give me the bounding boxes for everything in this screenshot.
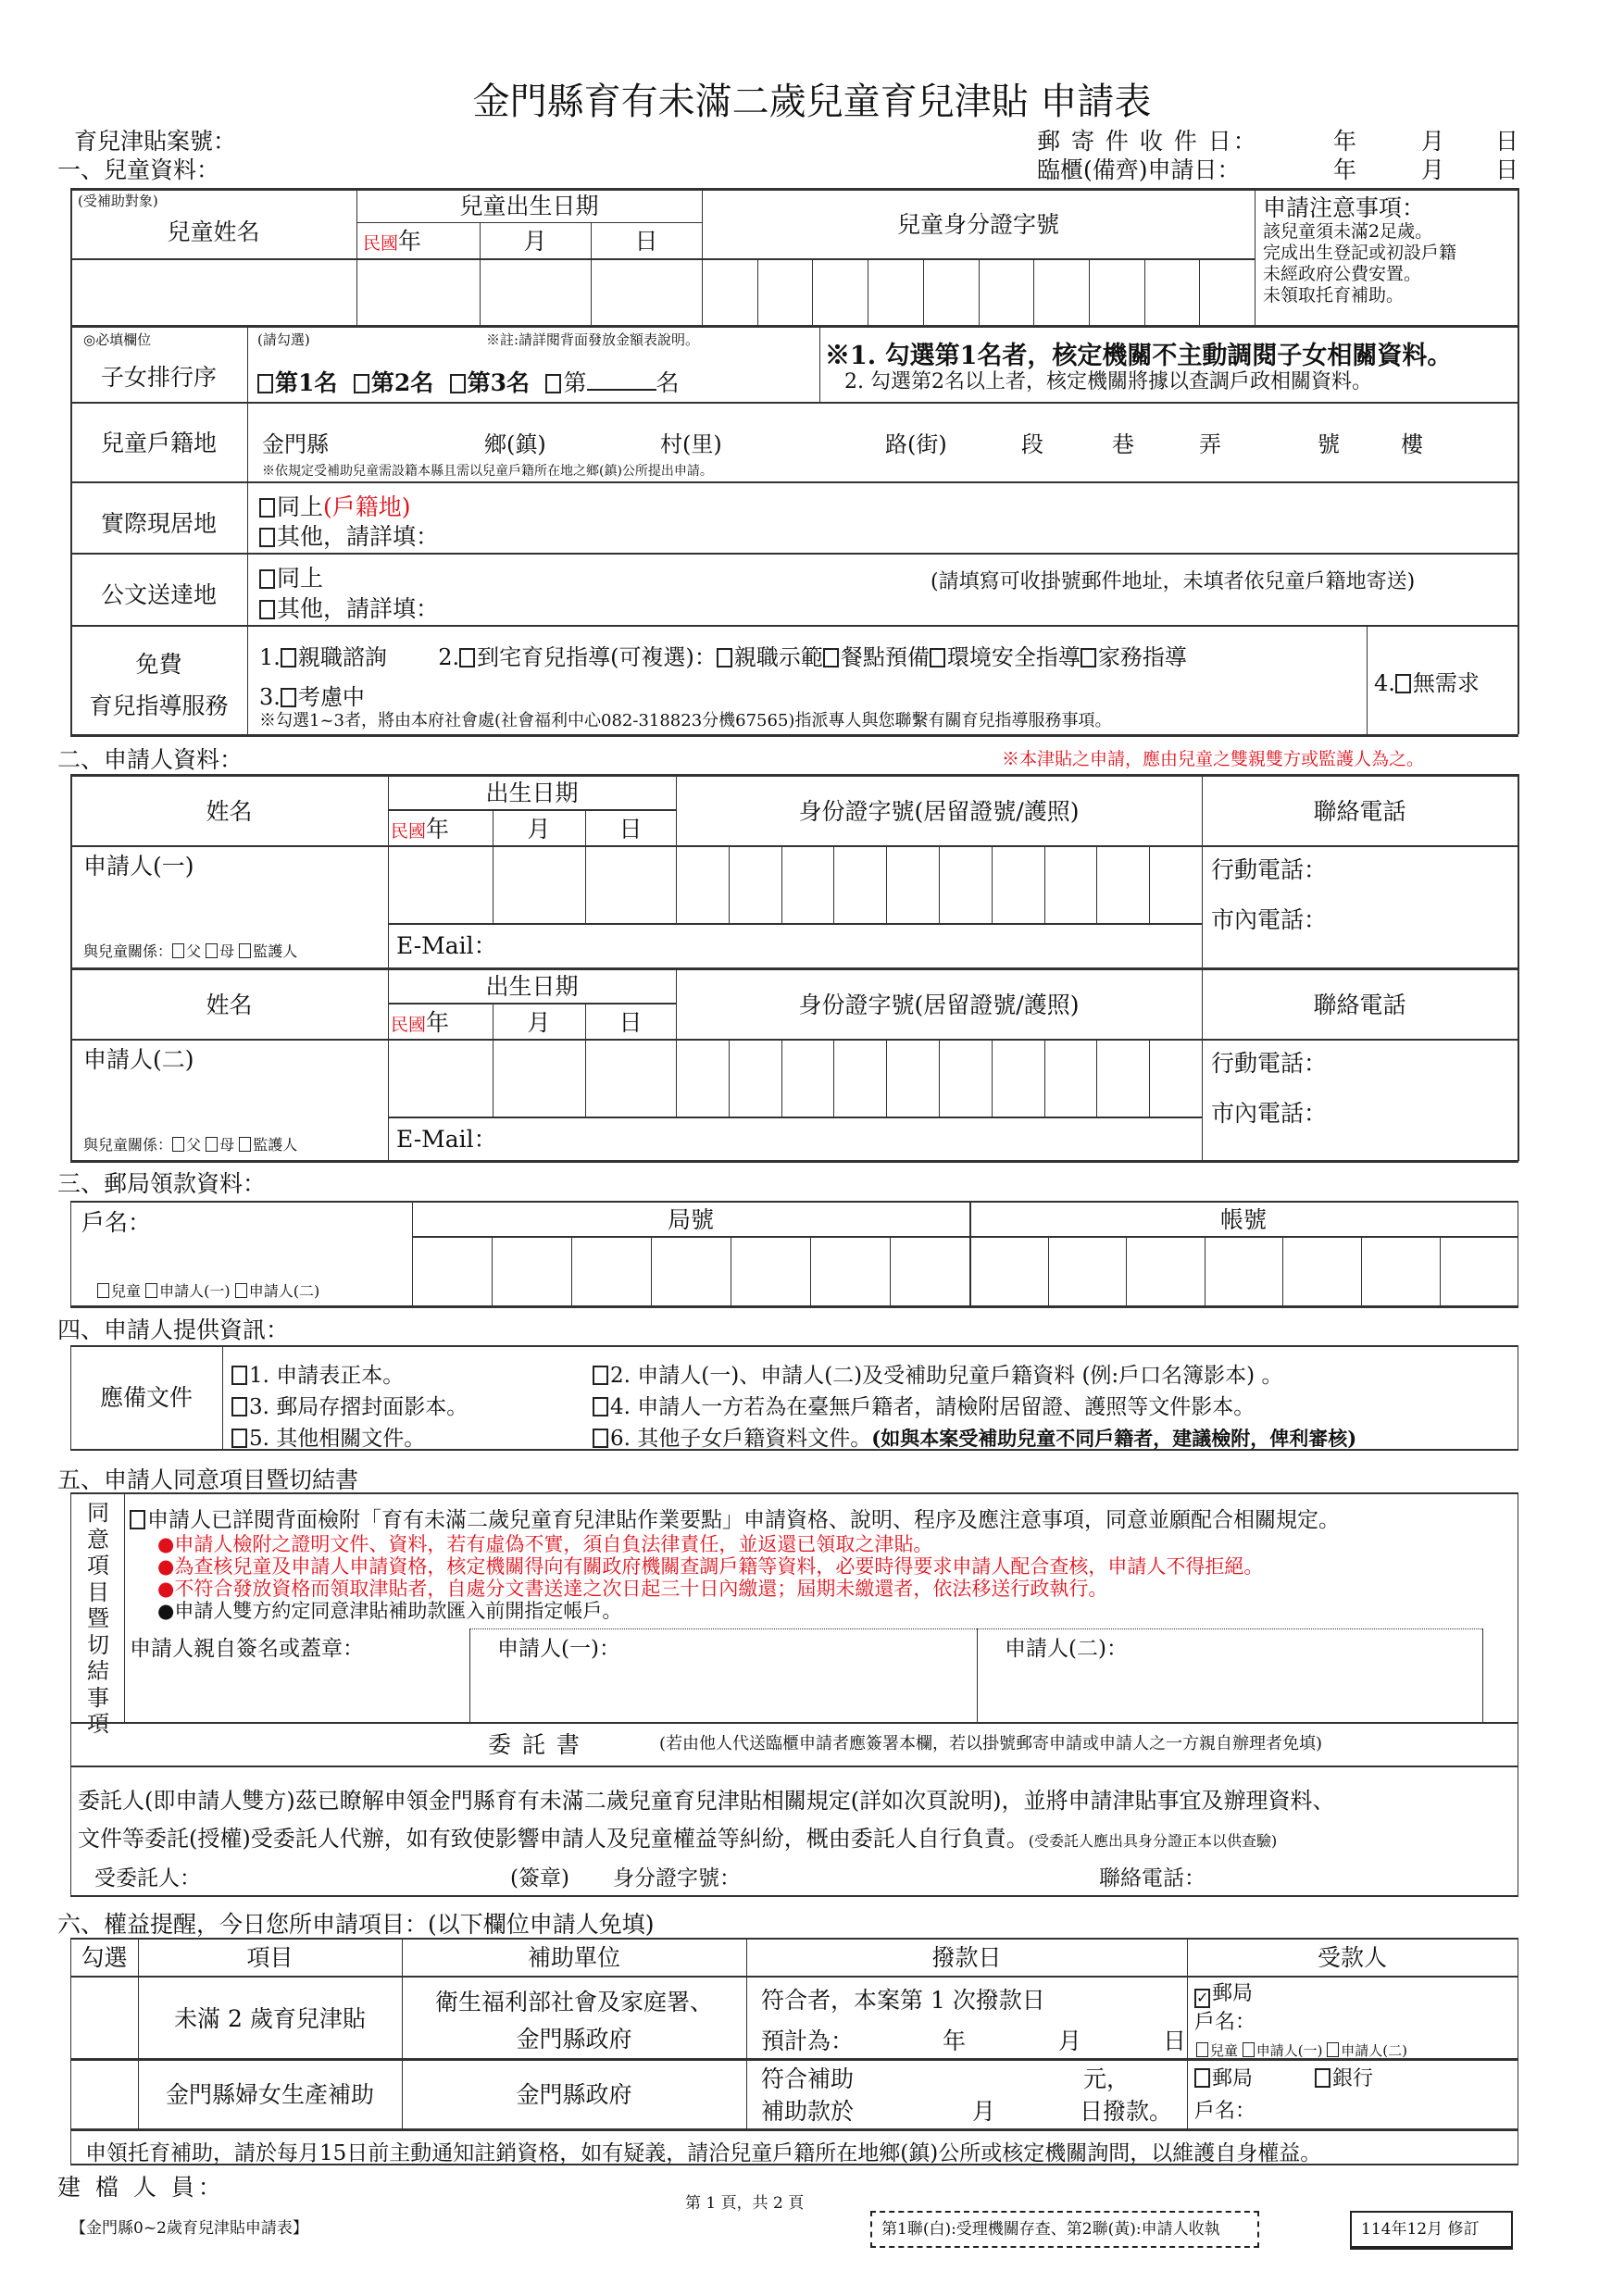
household-label: 兒童戶籍地 [100,430,217,456]
guidance-note: ※勾選1~3者，將由本府社會處(社會福利中心082-318823分機67565)指派專人與您聯繫有關育兒指導服務事項。 [259,711,1112,730]
branch-digit-input[interactable] [413,1238,491,1304]
guidance-sub-housework-checkbox[interactable]: 家務指導 [1081,644,1187,670]
account-digit-input[interactable] [970,1238,1046,1304]
amount-table-note: ※註:請詳閱背面發放金額表說明。 [486,331,700,348]
relation-options: 與兒童關係： 父 母 監護人 [83,942,298,960]
row1-payee-options [1196,2042,1407,2058]
please-check-note: (請勾選) [257,331,310,348]
applicant-id-digit-input[interactable] [677,847,727,921]
relation-guardian-checkbox[interactable]: 監護人 [239,1136,297,1154]
account-digit-input[interactable] [1283,1238,1359,1304]
order-second-checkbox[interactable]: 第2名 [354,369,433,396]
trustee-id-field[interactable]: 身分證字號： [613,1866,741,1890]
rights-header-item: 項目 [246,1944,294,1971]
guidance-sub-demo-checkbox[interactable]: 親職示範 [717,644,823,670]
section1-heading: 一、兒童資料： [57,156,220,183]
applicant-id-digit-input[interactable] [782,1041,832,1115]
proxy-title: 委 託 書 [488,1731,581,1758]
owner-applicant1-checkbox[interactable]: 申請人(一) [145,1282,231,1300]
applicant-email-field[interactable]: E-Mail： [396,1126,497,1153]
row1-unit-1: 衛生福利部社會及家庭署、 [434,1989,713,2015]
account-digit-input[interactable] [1049,1238,1125,1304]
applicant-dob-year-input[interactable] [390,1041,492,1115]
row1-pay-2: 預計為： [761,2028,855,2054]
copies-note-box [870,2211,1259,2248]
branch-digit-input[interactable] [572,1238,650,1304]
mail-date-label: 郵 寄 件 收 件 日： [1037,128,1258,155]
row1-unit-2: 金門縣政府 [516,2026,632,2053]
branch-digit-input[interactable] [891,1238,968,1304]
doc-item-3-checkbox[interactable]: 3. 郵局存摺封面影本。 [231,1390,468,1420]
doc-item-5-checkbox[interactable]: 5. 其他相關文件。 [231,1421,425,1452]
order-third-checkbox[interactable]: 第3名 [450,369,530,396]
row2-unit: 金門縣政府 [516,2081,632,2108]
proxy-line-1: 委託人(即申請人雙方)茲已瞭解申領金門縣育有未滿二歲兒童育兒津貼相關規定(詳如次頁說明)，並將申請津貼事宜及辦理資料、 [78,1788,1335,1814]
case-number-label: 育兒津貼案號： [74,128,237,155]
applicant-id-digit-input[interactable] [1045,847,1095,921]
child-dob-day-input[interactable] [593,260,701,323]
branch-digit-input[interactable] [811,1238,889,1304]
applicant-id-digit-input[interactable] [993,847,1043,921]
counter-month: 月 [1421,156,1445,183]
rights-header-payee: 受款人 [1317,1944,1387,1971]
trustee-phone-field[interactable]: 聯絡電話： [1099,1866,1206,1890]
child-name-input[interactable] [72,260,355,323]
child-id-digit-input[interactable] [1034,260,1087,323]
applicant-id-digit-input[interactable] [677,1041,727,1115]
payee-applicant1-checkbox[interactable]: 申請人(一) [1243,2042,1323,2059]
guidance-sub-safety-checkbox[interactable]: 環境安全指導 [930,644,1081,670]
proxy-line-2: 文件等委託(授權)受委託人代辦，如有致使影響申請人及兒童權益等糾紛，概由委託人自行負責。(受委託人應出具身分證正本以供查驗) [78,1826,1278,1852]
applicant-email-field[interactable]: E-Mail： [396,932,497,959]
applicant-dob-day-input[interactable] [587,1041,675,1115]
applicant-id-digit-input[interactable] [1097,1041,1147,1115]
birth-order-options: 第1名 第2名 第3名 第 名 [257,365,680,398]
consent-main-checkbox[interactable]: 申請人已詳閱背面檢附「育有未滿二歲兒童育兒津貼作業要點」申請資格、說明、程序及應注意事項，同意並願配合相關規定。 [130,1503,1340,1533]
applicant-name-header: 姓名 [206,798,253,825]
row2-pay-1: 符合補助 [761,2065,855,2092]
payee-child-checkbox[interactable]: 兒童 [1196,2042,1238,2059]
required-field-label: ◎必填欄位 [83,331,152,348]
child-dob-month-input[interactable] [481,260,590,323]
section4-heading: 四、申請人提供資訊： [57,1316,290,1343]
sign-label: 申請人親自簽名或蓋章： [130,1637,364,1661]
applicant1-signature-field[interactable]: 申請人(一)： [497,1637,620,1661]
row2-item: 金門縣婦女生產補助 [165,2081,374,2108]
child-id-digit-input[interactable] [980,260,1032,323]
account-digit-input[interactable] [1441,1238,1517,1304]
seal-label: (簽章) [510,1866,569,1890]
child-name-header: 兒童姓名 [167,218,260,245]
row2-yuan: 元， [1083,2065,1131,2092]
order-first-checkbox[interactable]: 第1名 [257,369,337,396]
copies-note: 第1聯(白):受理機關存查、第2聯(黃):申請人收執 [881,2220,1220,2239]
doc-item-2-checkbox[interactable]: 2. 申請人(一)、申請人(二)及受補助兒童戶籍資料 (例:戶口名簿影本) 。 [593,1358,1282,1389]
row1-month: 月 [1058,2028,1082,2054]
child-dob-year-header [363,230,421,253]
rights-header-check: 勾選 [81,1944,128,1971]
child-id-digit-input[interactable] [868,260,921,323]
child-id-digit-input[interactable] [813,260,866,323]
relation-mother-checkbox[interactable]: 母 [206,942,234,960]
doc-item-4-checkbox[interactable]: 4. 申請人一方若為在臺無戶籍者，請檢附居留證、護照等文件影本。 [593,1390,1255,1420]
roc-label: 民國 [363,233,399,254]
child-id-digit-input[interactable] [703,260,756,323]
applicant-id-digit-input[interactable] [887,1041,937,1115]
notes-title: 申請注意事項： [1263,194,1426,221]
applicant-id-digit-input[interactable] [1150,847,1200,921]
account-digit-input[interactable] [1362,1238,1438,1304]
branch-digit-input[interactable] [652,1238,730,1304]
applicant-phone-header: 聯絡電話 [1313,992,1406,1018]
counter-year: 年 [1333,156,1357,183]
mail-month: 月 [1421,128,1445,155]
child-id-digit-input[interactable] [758,260,811,323]
applicant-id-digit-input[interactable] [940,1041,990,1115]
applicant-dob-day-input[interactable] [587,847,675,921]
applicant-name-input[interactable] [72,1076,385,1131]
note-item: 未領取托育補助。 [1263,285,1405,306]
guidance-no-need-checkbox[interactable]: 4. 無需求 [1374,670,1480,696]
year-label: 年 [398,228,422,255]
applicant2-signature-field[interactable]: 申請人(二)： [1005,1637,1128,1661]
applicant-dob-year-header: 民國年 [391,1009,450,1036]
applicant-id-header: 身份證字號(居留證號/護照) [798,798,1080,825]
guidance-options-row1 [259,639,1187,671]
rights-header-unit: 補助單位 [527,1944,620,1971]
birth-order-label: 子女排行序 [100,364,217,391]
application-notes [1263,196,1456,305]
applicant-dob-header: 出生日期 [485,973,579,1000]
guidance-sub-meal-checkbox[interactable]: 餐點預備 [823,644,930,670]
relation-father-checkbox[interactable]: 父 [172,942,201,960]
child-id-digit-input[interactable] [924,260,977,323]
guidance-considering-checkbox[interactable]: 3. 考慮中 [259,684,365,710]
mailing-label: 公文送達地 [100,581,217,608]
applicant-landline-field[interactable]: 市內電話： [1211,906,1328,933]
applicant-name-header: 姓名 [206,992,253,1018]
order-other-checkbox[interactable]: 第 [545,369,586,396]
applicant-id-digit-input[interactable] [834,1041,884,1115]
guidance-label-2: 育兒指導服務 [89,693,229,719]
trustee-field[interactable]: 受委託人： [94,1866,201,1890]
residence-label: 實際現居地 [100,510,217,537]
applicant-dob-day-header: 日 [618,816,643,842]
counter-date-label: 臨櫃(備齊)申請日： [1037,156,1241,183]
applicant-dob-month-header: 月 [527,1009,551,1036]
documents-label: 應備文件 [99,1384,193,1411]
applicant-id-digit-input[interactable] [834,847,884,921]
applicant-dob-month-header: 月 [527,816,551,842]
mailing-same-checkbox[interactable]: 同上 [259,567,323,590]
order-rule-1: ※1. 勾選第1名者，核定機關不主動調閱子女相關資料。 [825,342,1453,370]
row1-day: 日 [1163,2028,1187,2054]
account-name-label: 戶名： [81,1209,152,1236]
mailing-note: (請填寫可收掛號郵件地址，未填者依兒童戶籍地寄送) [931,570,1416,593]
doc-item-1-checkbox[interactable]: 1. 申請表正本。 [231,1358,404,1389]
section5-heading: 五、申請人同意項目暨切結書 [57,1466,359,1493]
child-dob-year-input[interactable] [358,260,479,323]
household-note: ※依規定受補助兒童需設籍本縣且需以兒童戶籍所在地之鄉(鎮)公所提出申請。 [262,464,713,479]
applicant-name-input[interactable] [72,882,385,938]
order-other-input[interactable] [587,370,656,391]
applicant-mobile-field[interactable]: 行動電話： [1211,1050,1328,1077]
account-owner-options [97,1283,319,1299]
proxy-note: (若由他人代送臨櫃申請者應簽署本欄，若以掛號郵寄申請或申請人之一方親自辦理者免填) [659,1734,1323,1753]
account-no-header: 帳號 [1219,1206,1267,1233]
section2-heading: 二、申請人資料： [57,746,244,773]
relation-mother-checkbox[interactable]: 母 [206,1136,234,1154]
doc-item-6-checkbox[interactable]: 6. 其他子女戶籍資料文件。(如與本案受補助兒童不同戶籍者，建議檢附，俾利審核) [593,1421,1356,1452]
child-id-digit-input[interactable] [1200,260,1253,323]
guidance-parenting-consult-checkbox[interactable]: 1. 親職諮詢 [259,644,387,670]
mail-day: 日 [1495,128,1519,155]
applicant-phone-header: 聯絡電話 [1313,798,1406,825]
owner-applicant2-checkbox[interactable]: 申請人(二) [235,1282,320,1300]
applicant-dob-month-input[interactable] [494,847,584,921]
applicant-dob-header: 出生日期 [485,780,579,806]
row2-payee-post-checkbox[interactable]: 郵局 [1194,2068,1253,2090]
row2-check-cell[interactable] [72,2061,137,2128]
consent-black-item: ●申請人雙方約定同意津貼補助款匯入前開指定帳戶。 [157,1600,622,1622]
residence-same-checkbox[interactable]: 同上(戶籍地) [259,495,411,518]
row1-year: 年 [943,2028,967,2054]
row1-item: 未滿 2 歲育兒津貼 [174,2005,366,2032]
mail-year: 年 [1333,128,1357,155]
account-digit-input[interactable] [1127,1238,1203,1304]
child-id-digit-input[interactable] [1145,260,1198,323]
child-id-header: 兒童身分證字號 [896,211,1059,238]
guidance-label-1: 免費 [135,651,182,678]
row2-month: 月 [972,2098,996,2125]
note-item: 該兒童須未滿2足歲。 [1263,221,1433,242]
applicant-id-digit-input[interactable] [993,1041,1043,1115]
rights-footnote: 申領托育補助，請於每月15日前主動通知註銷資格，如有疑義，請洽兒童戶籍所在地鄉(鎮)公所或核定機關詢問，以維護自身權益。 [85,2141,1322,2165]
filer-label: 建 檔 人 員： [57,2174,225,2201]
applicant-red-note: ※本津貼之申請，應由兒童之雙親雙方或監護人為之。 [1002,749,1425,769]
account-digit-input[interactable] [1206,1238,1281,1304]
applicant-id-digit-input[interactable] [1097,847,1147,921]
consent-side-label: 同意項目暨切結事項 [87,1500,109,1737]
row2-payee-name[interactable]: 戶名： [1194,2100,1256,2123]
subject-note: (受補助對象) [78,193,158,209]
owner-child-checkbox[interactable]: 兒童 [97,1282,141,1300]
row2-pay-2: 補助款於 [761,2098,855,2125]
row2-day-pay: 日撥款。 [1080,2098,1173,2125]
child-dob-day-header: 日 [634,228,658,255]
payee-applicant2-checkbox[interactable]: 申請人(二) [1327,2042,1407,2059]
counter-day: 日 [1495,156,1519,183]
mailing-other-checkbox[interactable]: 其他，請詳填： [259,597,439,620]
order-rule-2: 2. 勾選第2名以上者，核定機關將據以查調戶政相關資料。 [844,370,1372,393]
applicant-id-header: 身份證字號(居留證號/護照) [798,992,1080,1018]
note-item: 完成出生登記或初設戶籍 [1263,243,1457,263]
applicant-id-digit-input[interactable] [1045,1041,1095,1115]
applicant-dob-month-input[interactable] [494,1041,584,1115]
section6-heading: 六、權益提醒，今日您所申請項目：(以下欄位申請人免填) [57,1911,655,1938]
applicant-mobile-field[interactable]: 行動電話： [1211,856,1328,883]
applicant-id-digit-input[interactable] [1150,1041,1200,1115]
applicant-landline-field[interactable]: 市內電話： [1211,1100,1328,1127]
row1-check-cell[interactable] [72,1978,137,2056]
applicant-dob-year-input[interactable] [390,847,492,921]
page-title: 金門縣育有未滿二歲兒童育兒津貼 申請表 [472,81,1152,123]
rights-header-payday: 撥款日 [931,1944,1002,1971]
row1-payee-post-checkbox[interactable]: ✓郵局 [1194,1984,1253,2008]
child-dob-header: 兒童出生日期 [459,193,599,219]
consent-red-item-1: ●申請人檢附之證明文件、資料，若有虛偽不實，須自負法律責任，並返還已領取之津貼。 [157,1533,933,1555]
applicant-id-digit-input[interactable] [730,847,780,921]
row1-pay-1: 符合者，本案第 1 次撥款日 [761,1987,1045,2014]
applicant-id-digit-input[interactable] [730,1041,780,1115]
applicant-label: 申請人(二) [83,1046,194,1073]
child-id-digit-input[interactable] [1090,260,1143,323]
child-dob-month-header: 月 [523,228,547,255]
applicant-dob-day-header: 日 [618,1009,643,1036]
consent-red-item-2: ●為查核兒童及申請人申請資格，核定機關得向有關政府機關查調戶籍等資料，必要時得要求申請人配合查核，申請人不得拒絕。 [157,1555,1264,1578]
branch-digit-input[interactable] [731,1238,809,1304]
relation-father-checkbox[interactable]: 父 [172,1136,201,1154]
relation-guardian-checkbox[interactable]: 監護人 [239,942,297,960]
relation-options: 與兒童關係： 父 母 監護人 [83,1136,298,1154]
applicant-label: 申請人(一) [83,853,194,880]
applicant-id-digit-input[interactable] [940,847,990,921]
applicant-id-digit-input[interactable] [782,847,832,921]
applicant-dob-year-header: 民國年 [391,816,450,842]
residence-other-checkbox[interactable]: 其他，請詳填： [259,525,439,548]
branch-no-header: 局號 [667,1206,714,1233]
section3-heading: 三、郵局領款資料： [57,1170,267,1197]
row2-payee-bank-checkbox[interactable]: 銀行 [1315,2068,1373,2090]
form-name: 【金門縣0~2歲育兒津貼申請表】 [70,2219,308,2238]
row1-payee-name[interactable]: 戶名： [1194,2011,1256,2034]
applicant-id-digit-input[interactable] [887,847,937,921]
revision-box [1350,2211,1513,2250]
revision-label: 114年12月 修訂 [1361,2220,1480,2239]
note-item: 未經政府公費安置。 [1263,264,1422,284]
page-number: 第 1 頁，共 2 頁 [685,2194,805,2213]
branch-digit-input[interactable] [493,1238,570,1304]
guidance-home-visit-checkbox[interactable]: 2. 到宅育兒指導(可複選)： [438,644,717,670]
consent-red-item-3: ●不符合發放資格而領取津貼者，自處分文書送達之次日起三十日內繳還；屆期未繳還者，依法移送行政執行。 [157,1578,1108,1600]
